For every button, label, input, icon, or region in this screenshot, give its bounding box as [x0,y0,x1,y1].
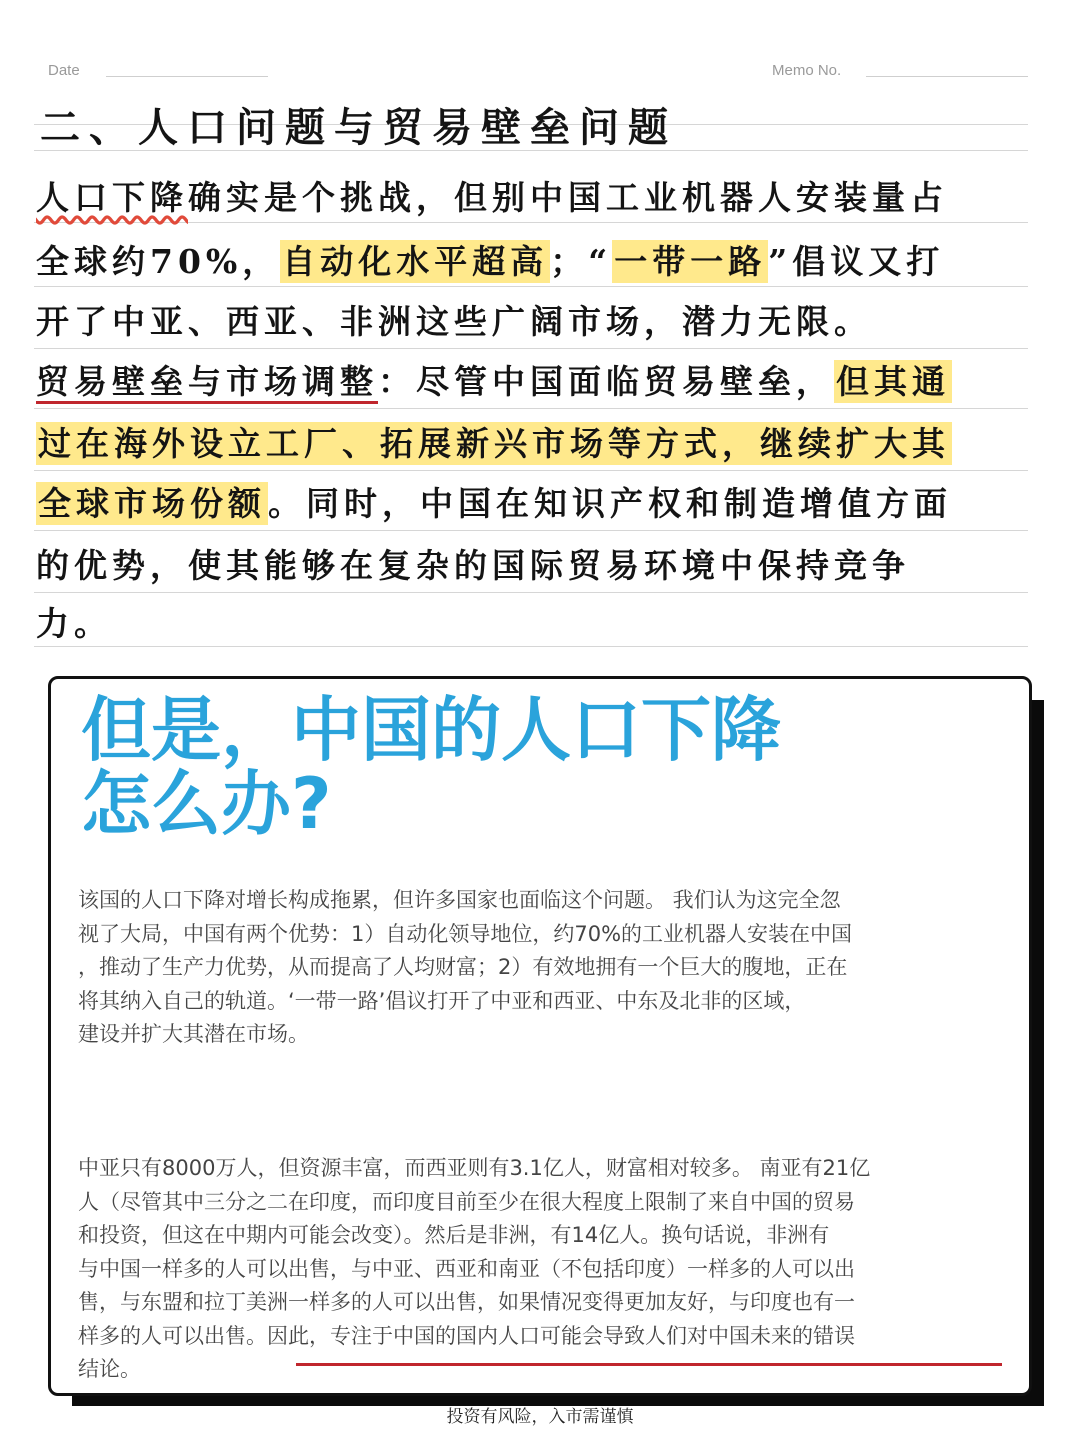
note-line-4: 贸易壁垒与市场调整：尽管中国面临贸易壁垒，但其通 [36,358,952,406]
ruled-line [34,286,1028,287]
memo-header [0,0,1080,90]
note-title: 二、人口问题与贸易壁垒问题 [40,104,677,151]
belt-road-highlight: 一带一路 [614,242,767,281]
population-decline-phrase: 人口下降 [36,178,188,217]
note-line-5 [36,420,952,468]
automation-highlight: 自动化水平超高 [282,242,549,281]
ruled-line [34,470,1028,471]
ruled-line [34,646,1028,647]
note-line-7: 的优势，使其能够在复杂的国际贸易环境中保持竞争 [36,546,910,585]
card-title: 但是，中国的人口下降 怎么办? [81,689,781,845]
risk-disclaimer: 投资有风险，入市需谨慎 [446,1407,634,1427]
date-line [106,76,268,77]
card-paragraph-2: 中亚只有8000万人，但资源丰富，而西亚则有3.1亿人，财富相对较多。 南亚有21亿 人（尽管其中三分之二在印度，而印度目前至少在很大程度上限制了来自中国的贸易 和投资，但这在中期内可能会改变）。然后是非洲，有14亿人。换句话说，非洲有 与中国一样多的人可以出售，与中亚、西亚和南亚（不包括印度）一样多的人可以出 售，与东盟和拉丁美洲一样多的人可以出售，如果情况变得更加友好，与印度也有一 样多的人可以出售。因此，专注于中国的国内人口可能会导致人们对中国未来的错误 结论。 [78,1156,871,1381]
market-share-highlight: 全球市场份额 [38,484,266,523]
trade-barrier-phrase: 贸易壁垒与市场调整 [36,362,378,404]
overseas-expansion-highlight: 但其通 [836,362,950,401]
ruled-line [34,408,1028,409]
ruled-line [34,348,1028,349]
note-line-3: 开了中亚、西亚、非洲这些广阔市场，潜力无限。 [36,302,872,341]
note-line-2: 全球约70%，自动化水平超高；“一带一路”倡议又打 [36,242,945,281]
ruled-line [34,222,1028,223]
memo-no-label: Memo No. [772,62,842,79]
note-line-6: 全球市场份额。同时，中国在知识产权和制造增值方面 [38,484,952,523]
date-label: Date [48,62,80,79]
card-paragraph-1: 该国的人口下降对增长构成拖累，但许多国家也面临这个问题。 我们认为这完全忽 视了大局，中国有两个优势：1）自动化领导地位，约70%的工业机器人安装在中国 ，推动了生产力优势，从而提高了人均财富；2）有效地拥有一个巨大的腹地，正在 将其纳入自己的轨道。‘一带一路’倡议打开了中亚和西亚、中东及北非的区域， 建设并扩大其潜在市场。 [78,888,853,1046]
note-line-8: 力。 [36,604,112,643]
note-line-1: 人口下降确实是个挑战，但别中国工业机器人安装量占 [36,178,948,217]
ruled-line [34,530,1028,531]
ruled-line [34,592,1028,593]
overseas-expansion-highlight-cont: 过在海外设立工厂、拓展新兴市场等方式，继续扩大其 [38,424,950,463]
memo-no-line [866,76,1028,77]
conclusion-underline [296,1363,1002,1366]
quote-card [48,676,1032,1396]
